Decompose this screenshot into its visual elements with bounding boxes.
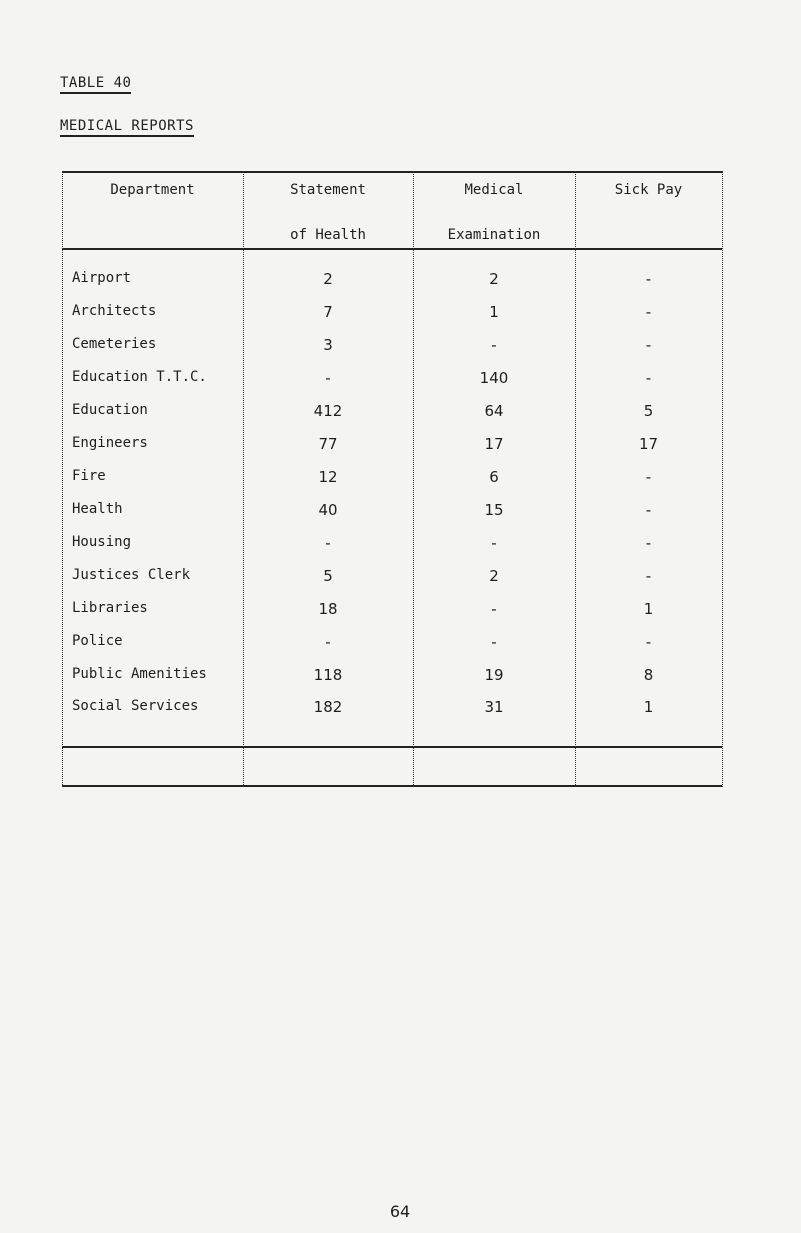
row-medical-value: 2 [489,567,499,585]
row-sick-pay-value: 17 [638,435,659,453]
row-medical-value: - [491,534,497,552]
row-sick-pay-value: - [645,534,652,552]
row-medical-value: - [491,600,497,618]
row-sick-pay-value: - [645,303,652,321]
table-top-rule [62,171,722,173]
row-statement-value: 77 [318,435,338,453]
row-sick-pay-value: - [645,501,652,519]
row-department: Health [72,501,123,517]
row-statement-value: 18 [318,600,338,618]
row-statement-value: 5 [323,567,333,585]
row-department: Police [72,633,123,649]
row-sick-pay-value: - [645,369,652,387]
row-statement-value: 118 [313,666,343,684]
header-statement-line2: of Health [290,227,366,243]
row-department: Cemeteries [72,336,157,352]
row-sick-pay-value: - [645,270,652,288]
row-sick-pay-value: 1 [643,698,654,716]
row-statement-value: 3 [323,336,333,354]
row-medical-value: 140 [479,369,509,387]
row-statement-value: 412 [313,402,343,420]
row-medical-value: - [491,336,497,354]
table-label: TABLE 40 [60,75,131,94]
row-medical-value: 2 [489,270,499,288]
row-sick-pay-value: 8 [643,666,654,684]
row-department: Architects [72,303,157,319]
row-department: Fire [72,468,106,484]
row-statement-value: 12 [318,468,338,486]
header-medical-line1: Medical [464,182,524,198]
row-sick-pay-value: - [645,468,652,486]
row-statement-value: - [325,369,331,387]
column-divider [722,171,723,787]
row-department: Education [72,402,148,418]
header-statement-line1: Statement [290,182,366,198]
row-department: Public Amenities [72,666,207,682]
row-statement-value: 7 [323,303,333,321]
header-bottom-rule [62,248,722,250]
row-medical-value: 31 [484,698,504,716]
row-department: Engineers [72,435,148,451]
header-medical-line2: Examination [447,227,541,243]
report-title: MEDICAL REPORTS [60,118,194,137]
row-medical-value: 1 [489,303,499,321]
row-sick-pay-value: - [645,633,652,651]
column-divider [62,171,63,787]
row-sick-pay-value: - [645,567,652,585]
row-sick-pay-value: 1 [643,600,654,618]
row-medical-value: 64 [484,402,504,420]
row-medical-value: 15 [484,501,504,519]
table-bottom-rule [62,785,722,787]
row-medical-value: 17 [484,435,504,453]
row-department: Social Services [72,698,199,714]
row-statement-value: 40 [318,501,338,519]
row-medical-value: 19 [484,666,504,684]
total-top-rule [62,746,722,748]
row-sick-pay-value: 5 [643,402,654,420]
row-department: Airport [72,270,132,286]
row-department: Housing [72,534,132,550]
row-statement-value: 2 [323,270,333,288]
row-department: Libraries [72,600,148,616]
row-medical-value: 6 [489,468,499,486]
header-department: Department [110,182,195,198]
row-medical-value: - [491,633,497,651]
row-statement-value: - [325,633,331,651]
row-sick-pay-value: - [645,336,652,354]
header-sick-pay: Sick Pay [614,182,683,198]
row-statement-value: 182 [313,698,343,716]
row-department: Justices Clerk [72,567,191,583]
row-department: Education T.T.C. [72,369,207,385]
page-number: 64 [389,1202,411,1221]
row-statement-value: - [325,534,331,552]
